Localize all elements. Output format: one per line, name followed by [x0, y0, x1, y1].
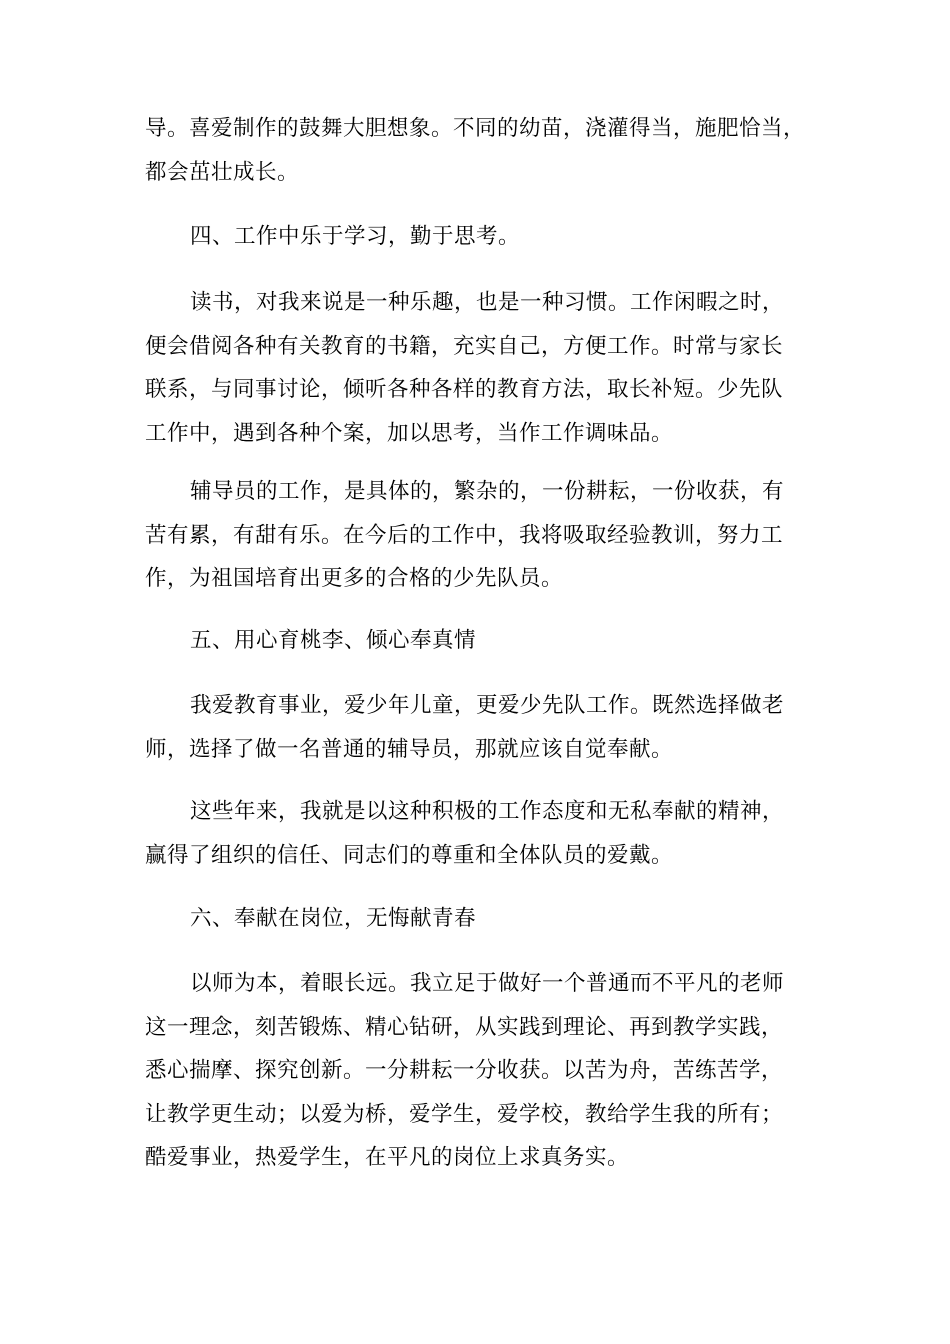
- paragraph-love-education: [145, 684, 805, 771]
- paragraph-line: 我爱教育事业，爱少年儿童，更爱少先队工作。既然选择做老: [190, 693, 785, 718]
- paragraph-line: 便会借阅各种有关教育的书籍，充实自己，方便工作。时常与家长: [145, 333, 784, 359]
- paragraph-line: 作，为祖国培育出更多的合格的少先队员。: [145, 566, 564, 591]
- paragraph-continuation: [145, 107, 805, 194]
- paragraph-line: 都会茁壮成长。: [145, 159, 300, 185]
- paragraph-line: 苦有累，有甜有乐。在今后的工作中，我将吸取经验教训，努力工: [145, 522, 784, 548]
- paragraph-line: 师，选择了做一名普通的辅导员，那就应该自觉奉献。: [145, 736, 674, 762]
- paragraph-line: 工作中，遇到各种个案，加以思考，当作工作调味品。: [145, 420, 674, 446]
- paragraph-reading: [145, 281, 805, 455]
- paragraph-line: 联系，与同事讨论，倾听各种各样的教育方法，取长补短。少先队: [145, 377, 784, 402]
- section-heading-6: [145, 897, 805, 941]
- paragraph-line: 这一理念，刻苦锻炼、精心钻研，从实践到理论、再到教学实践，: [145, 1014, 784, 1040]
- heading-text: 五、用心育桃李、倾心奉真情: [190, 628, 477, 653]
- paragraph-line: 辅导员的工作，是具体的，繁杂的，一份耕耘，一份收获，有: [190, 479, 785, 504]
- paragraph-line: 以师为本，着眼长远。我立足于做好一个普通而不平凡的老师: [190, 971, 785, 996]
- heading-text: 六、奉献在岗位，无悔献青春: [190, 906, 477, 931]
- heading-text: 四、工作中乐于学习，勤于思考。: [190, 224, 521, 249]
- section-heading-4: [145, 215, 805, 259]
- paragraph-dedication: [145, 790, 805, 877]
- paragraph-line: 让教学更生动；以爱为桥，爱学生，爱学校，教给学生我的所有；: [145, 1101, 784, 1127]
- paragraph-line: 导。喜爱制作的鼓舞大胆想象。不同的幼苗，浇灌得当，施肥恰当，: [145, 116, 806, 141]
- paragraph-line: 读书，对我来说是一种乐趣，也是一种习惯。工作闲暇之时，: [190, 290, 785, 315]
- paragraph-line: 悉心揣摩、探究创新。一分耕耘一分收获。以苦为舟，苦练苦学，: [145, 1058, 784, 1083]
- paragraph-line: 这些年来，我就是以这种积极的工作态度和无私奉献的精神，: [190, 799, 785, 824]
- paragraph-line: 赢得了组织的信任、同志们的尊重和全体队员的爱戴。: [145, 842, 674, 868]
- paragraph-line: 酷爱事业，热爱学生，在平凡的岗位上求真务实。: [145, 1145, 630, 1170]
- paragraph-teacher-based: [145, 962, 805, 1180]
- paragraph-counselor-work: [145, 470, 805, 601]
- section-heading-5: [145, 619, 805, 663]
